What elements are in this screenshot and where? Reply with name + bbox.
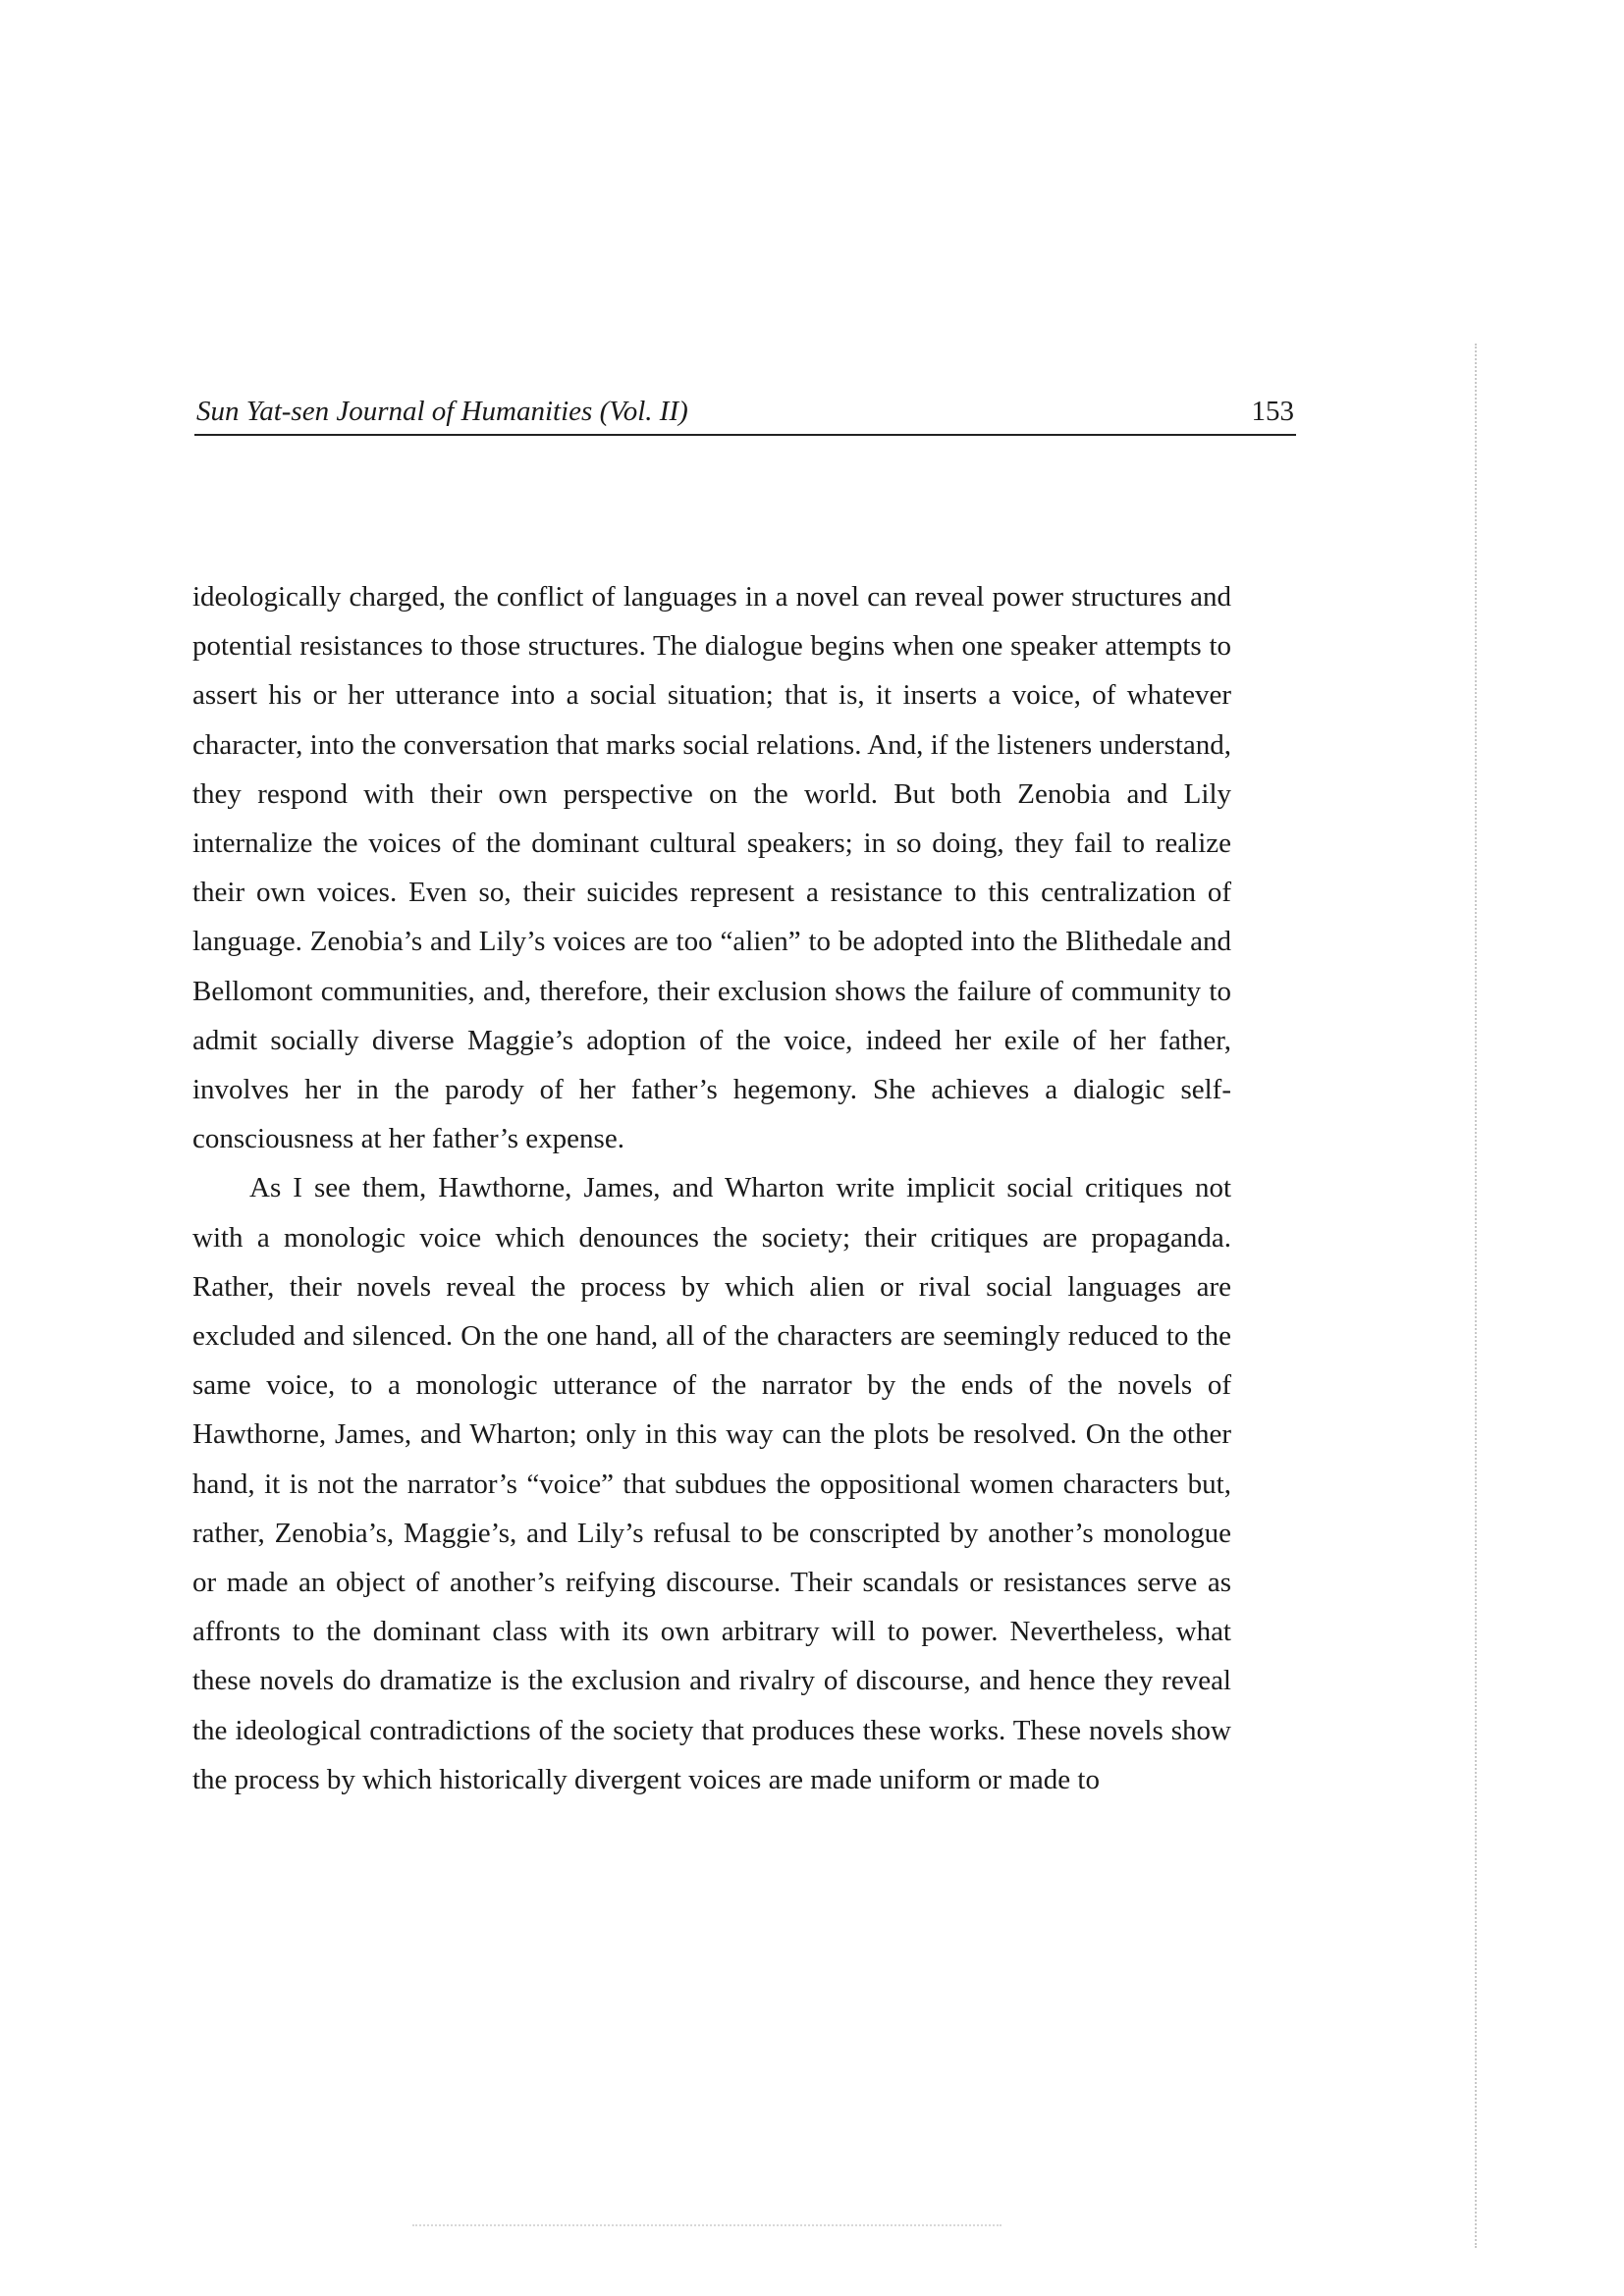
page-number: 153 — [1251, 396, 1294, 427]
page-header — [194, 391, 1296, 436]
paragraph: As I see them, Hawthorne, James, and Wharton write implicit social critiques not with a monologic voice which denounces the society; their critiques are propaganda. Rather, their novels reveal the process by which alien or rival social languages are excluded and silenced. On the one hand, all of the characters are seemingly reduced to the same voice, to a monologic utterance of the narrator by the ends of the novels of Hawthorne, James, and Wharton; only in this way can the plots be resolved. On the other hand, it is not the narrator’s “voice” that subdues the oppositional women characters but, rather, Zenobia’s, Maggie’s, and Lily’s refusal to be conscripted by another’s monologue or made an object of another’s reifying discourse. Their scandals or resistances serve as affronts to the dominant class with its own arbitrary will to power. Nevertheless, what these novels do dramatize is the exclusion and rivalry of discourse, and hence they reveal the ideological contradictions of the society that produces these works. These novels show the process by which historically divergent voices are made uniform or made to — [192, 1172, 1231, 1795]
running-title: Sun Yat-sen Journal of Humanities (Vol. II) — [196, 396, 688, 427]
paragraph: ideologically charged, the conflict of languages in a novel can reveal power structures and potential resistances to those structures. The dialogue begins when one speaker attempts to assert his or her utterance into a social situation; that is, it inserts a voice, of whatever character, into the conversation that marks social relations. And, if the listeners understand, they respond with their own perspective on the world. But both Zenobia and Lily internalize the voices of the dominant cultural speakers; in so doing, they fail to realize their own voices. Even so, their suicides represent a resistance to this centralization of language. Zenobia’s and Lily’s voices are too “alien” to be adopted into the Blithedale and Bellomont communities, and, therefore, their exclusion shows the failure of community to admit socially diverse Maggie’s adoption of the voice, indeed her exile of her father, involves her in the parody of her father’s hegemony. She achieves a dialogic self-consciousness at her father’s expense. — [192, 581, 1231, 1155]
scan-artifact — [412, 2224, 1001, 2226]
body-text — [192, 572, 1231, 1804]
scan-margin-line — [1475, 344, 1477, 2248]
